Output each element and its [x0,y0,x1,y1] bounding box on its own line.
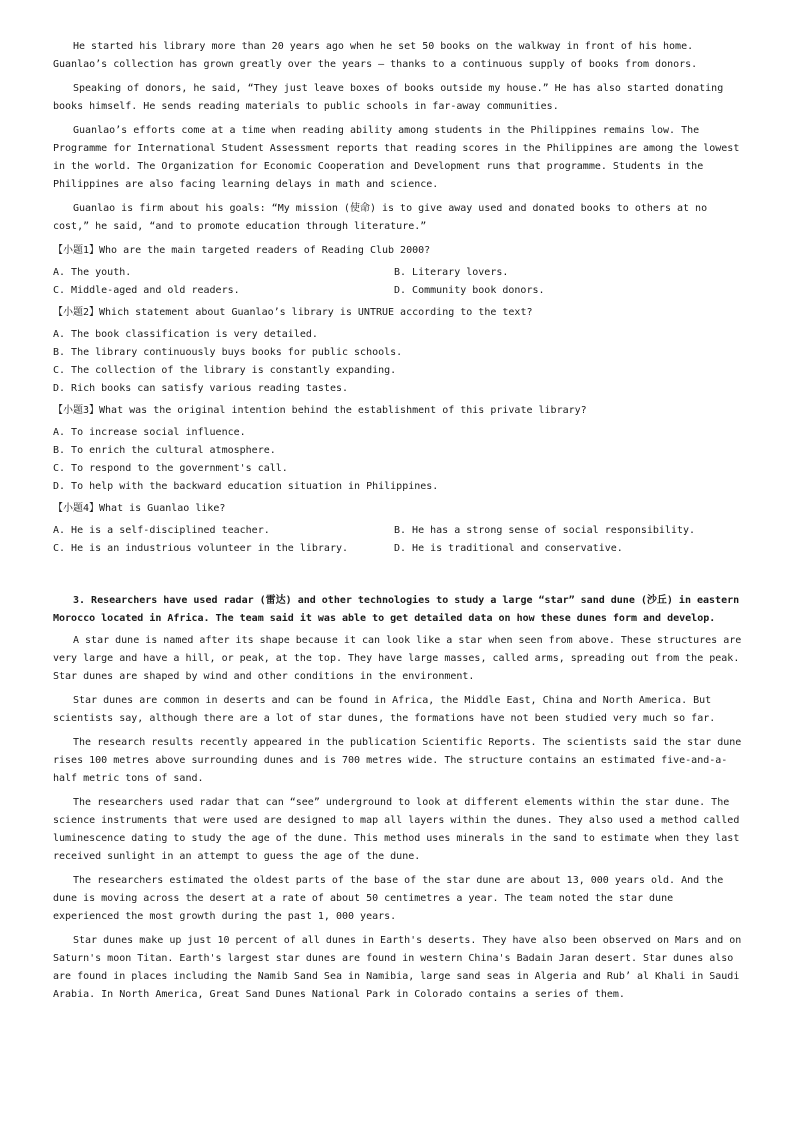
question-4-options [53,522,742,558]
question-3-option-b: B. To enrich the cultural atmosphere. [53,445,276,456]
section-3-paragraph: The researchers used radar that can “see” underground to look at different elements within the star dune. The science instruments that were used are designed to map all layers within the dunes. They also used a method called luminescence dating to study the age of the dune. This method uses minerals in the sand to estimate when they last received sunlight in an attempt to guess the age of the dune. [53,797,746,862]
question-1-option-d: D. Community book donors. [394,285,545,296]
question-2-stem: 【小题2】Which statement about Guanlao’s library is UNTRUE according to the text? [53,307,533,318]
question-3-stem: 【小题3】What was the original intention behind the establishment of this private library? [53,405,587,416]
question-3-option-a: A. To increase social influence. [53,427,246,438]
question-2-option-a: A. The book classification is very detailed. [53,329,318,340]
passage-paragraph: Speaking of donors, he said, “They just leave boxes of books outside my house.” He has also started donating books himself. He sends reading materials to public schools in far-away communities. [53,83,730,112]
question-4-option-d: D. He is traditional and conservative. [394,543,623,554]
passage-paragraph: Guanlao’s efforts come at a time when reading ability among students in the Philippines remains low. The Programme for International Student Assessment reports that reading scores in the Philippines are among the lowest in the world. The Organization for Economic Cooperation and Development runs that programme. Students in the Philippines are also facing learning delays in math and science. [53,125,746,190]
question-1-options [53,264,742,300]
question-1-option-a: A. The youth. [53,267,132,278]
question-1-option-c: C. Middle-aged and old readers. [53,285,240,296]
question-3-option-d: D. To help with the backward education situation in Philippines. [53,481,439,492]
question-3-options [53,424,742,496]
section-3-paragraph: The research results recently appeared in the publication Scientific Reports. The scientists said the star dune rises 100 metres above surrounding dunes and is 700 metres wide. The structure contains an estimated five-and-a-half metric tons of sand. [53,737,748,784]
question-2-options [53,326,742,398]
question-3-option-c: C. To respond to the government's call. [53,463,288,474]
question-4-option-b: B. He has a strong sense of social responsibility. [394,525,696,536]
question-1-stem: 【小题1】Who are the main targeted readers of Reading Club 2000? [53,245,431,256]
question-4-stem: 【小题4】What is Guanlao like? [53,503,226,514]
section-3-paragraph: The researchers estimated the oldest parts of the base of the star dune are about 13, 000 years old. And the dune is moving across the desert at a rate of about 50 centimetres a year. The team noted the star dune experienced the most growth during the past 1, 000 years. [53,875,730,922]
passage-paragraph: Guanlao is firm about his goals: “My mission (使命) is to give away used and donated books to others at no cost,” he said, “and to promote education through literature.” [53,203,714,232]
question-2-option-b: B. The library continuously buys books for public schools. [53,347,403,358]
section-3-paragraph: Star dunes make up just 10 percent of all dunes in Earth's deserts. They have also been observed on Mars and on Saturn's moon Titan. Earth's largest star dunes are found in western China's Badain Jaran desert. Star dunes also are found in places including the Namib Sand Sea in Namibia, large sand seas in Algeria and Rub’ al Khali in Saudi Arabia. In North America, Great Sand Dunes National Park in Colorado contains a series of them. [53,935,748,1000]
question-4-option-a: A. He is a self-disciplined teacher. [53,525,270,536]
question-2-option-c: C. The collection of the library is constantly expanding. [53,365,397,376]
section-3-heading: 3. Researchers have used radar (雷达) and other technologies to study a large “star” sand dune (沙丘) in eastern Morocco located in Africa. The team said it was able to get detailed data on how these dunes form and develop. [53,595,740,624]
question-2-option-d: D. Rich books can satisfy various reading tastes. [53,383,349,394]
section-3-paragraph: A star dune is named after its shape because it can look like a star when seen from above. These structures are very large and have a hill, or peak, at the top. They have large masses, called arms, spreading out from the peak. Star dunes are shaped by wind and other conditions in the environment. [53,635,748,682]
question-1-option-b: B. Literary lovers. [394,267,509,278]
question-4-option-c: C. He is an industrious volunteer in the library. [53,543,349,554]
passage-paragraph: He started his library more than 20 years ago when he set 50 books on the walkway in front of his home. Guanlao’s collection has grown greatly over the years — thanks to a continuous supply of books from donors. [53,41,700,70]
section-3-paragraph: Star dunes are common in deserts and can be found in Africa, the Middle East, China and North America. But scientists say, although there are a lot of star dunes, the formations have not been studied very much so far. [53,695,718,724]
